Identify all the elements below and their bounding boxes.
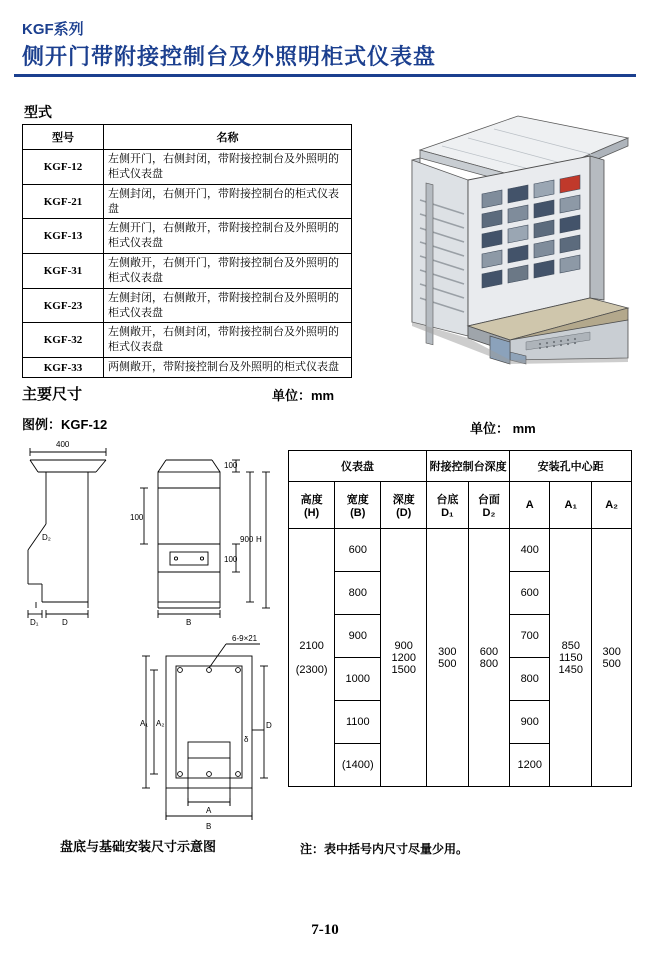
col-header-width [335,482,381,529]
page-number: 7-10 [311,922,339,938]
cell-a: 800 [510,658,550,701]
col-header-top-text: 台面 [477,494,500,506]
model-code: KGF-32 [23,323,104,358]
a1-1: 850 [561,639,580,652]
group-header-console-depth: 附接控制台深度 [427,451,510,482]
table-header-row [23,125,352,150]
model-table [22,124,352,378]
dim-B-base: B [206,822,212,831]
cell-a: 400 [510,529,550,572]
cell-a1 [550,529,592,787]
model-desc: 左侧开门，右侧敞开，带附接控制台及外照明的柜式仪表盘 [104,219,352,254]
dim-D: D [62,618,68,627]
col-header-name: 名称 [104,125,352,150]
col-header-height [289,482,335,529]
cell-width: 1100 [335,701,381,744]
cell-a: 1200 [510,744,550,787]
model-code: KGF-12 [23,150,104,185]
page-title: 侧开门带附接控制台及外照明柜式仪表盘 [22,44,437,69]
dim-H: H [256,535,262,544]
table-sub-header-row [289,482,632,529]
col-header-height-sym: (H) [303,507,320,519]
section-heading-main-dimensions: 主要尺寸 [22,386,83,403]
table-row [23,288,352,323]
cell-width: 600 [335,529,381,572]
section-heading-type: 型式 [24,104,52,120]
dim-100-low: 100 [224,555,238,564]
side-view-drawing [18,432,278,647]
table-group-header-row [289,451,632,482]
cell-width: 900 [335,615,381,658]
table-note: 注：表中括号内尺寸尽量少用。 [300,842,469,856]
table-row [23,219,352,254]
dim-A2: A₂ [156,719,165,728]
col-header-top-depth [468,482,510,529]
col-header-base-sym: D₁ [441,507,454,519]
model-code: KGF-33 [23,358,104,378]
cell-depth [381,529,427,787]
cell-a: 700 [510,615,550,658]
model-desc: 左侧敞开，右侧开门，带附接控制台及外照明的柜式仪表盘 [104,254,352,289]
cell-width: 1000 [335,658,381,701]
col-header-depth-text: 深度 [392,494,415,506]
base-depth-1: 300 [438,645,457,658]
depth-1: 900 [394,639,413,652]
model-desc: 两侧敞开，带附接控制台及外照明的柜式仪表盘 [104,358,352,378]
table-row [23,358,352,378]
col-header-base-text: 台底 [436,494,459,506]
a2-2: 500 [602,657,621,670]
example-label: 图例：KGF-12 [22,417,108,432]
dim-400: 400 [56,440,70,449]
dim-900: 900 [240,535,254,544]
model-code: KGF-21 [23,184,104,219]
base-mounting-drawing [140,630,290,845]
model-code: KGF-13 [23,219,104,254]
drawing-caption: 盘底与基础安装尺寸示意图 [60,839,217,854]
cell-a2 [592,529,632,787]
cell-height [289,529,335,787]
model-code: KGF-31 [23,254,104,289]
cell-width: 800 [335,572,381,615]
dim-D1: D₁ [30,618,39,627]
hole-spec: 6-9×21 [232,634,258,643]
col-header-base-depth [427,482,469,529]
cell-a: 900 [510,701,550,744]
col-header-a1: A₁ [550,482,592,529]
col-header-model: 型号 [23,125,104,150]
cell-top-depth [468,529,510,787]
col-header-height-text: 高度 [300,494,323,506]
col-header-depth-sym: (D) [396,507,412,519]
a1-2: 1150 [558,651,583,664]
dim-D-base: D [266,721,272,730]
group-header-panel: 仪表盘 [289,451,427,482]
table-row [289,529,632,572]
dim-100-top: 100 [224,461,238,470]
col-header-a2: A₂ [592,482,632,529]
model-desc: 左侧封闭，右侧开门，带附接控制台的柜式仪表盘 [104,184,352,219]
dim-delta: δ [244,735,249,744]
cell-base-depth [427,529,469,787]
cell-a: 600 [510,572,550,615]
dim-B: B [186,618,192,627]
col-header-width-text: 宽度 [346,494,369,506]
dim-A1: A₁ [140,719,149,728]
header-divider [14,74,636,77]
table-row [23,323,352,358]
model-code: KGF-23 [23,288,104,323]
height-alt: (2300) [295,663,328,676]
depth-3: 1500 [391,663,416,676]
page-series-label: KGF系列 [22,21,84,38]
model-desc: 左侧敞开，右侧封闭，带附接控制台及外照明的柜式仪表盘 [104,323,352,358]
model-desc: 左侧开门，右侧封闭，带附接控制台及外照明的柜式仪表盘 [104,150,352,185]
a1-3: 1450 [558,663,584,676]
col-header-top-sym: D₂ [482,507,496,519]
table-row [23,184,352,219]
dim-100-mid: 100 [130,513,144,522]
cell-width: (1400) [335,744,381,787]
col-header-depth [381,482,427,529]
base-depth-2: 500 [438,657,457,670]
dim-A-base: A [206,806,212,815]
group-header-hole-spacing: 安装孔中心距 [510,451,632,482]
dimension-table [288,450,632,787]
height-primary: 2100 [299,639,324,652]
model-desc: 左侧封闭，右侧敞开，带附接控制台及外照明的柜式仪表盘 [104,288,352,323]
table-row [23,254,352,289]
top-depth-1: 600 [479,645,499,658]
table-row [23,150,352,185]
dim-D2: D₂ [42,533,51,542]
product-illustration [390,108,635,368]
unit-label-mm-top: 单位：mm [272,388,335,403]
col-header-a: A [510,482,550,529]
top-depth-2: 800 [479,657,499,670]
depth-2: 1200 [391,651,416,664]
a2-1: 300 [602,645,621,658]
unit-label-mm-table: 单位： mm [470,421,536,436]
col-header-width-sym: (B) [350,507,366,519]
